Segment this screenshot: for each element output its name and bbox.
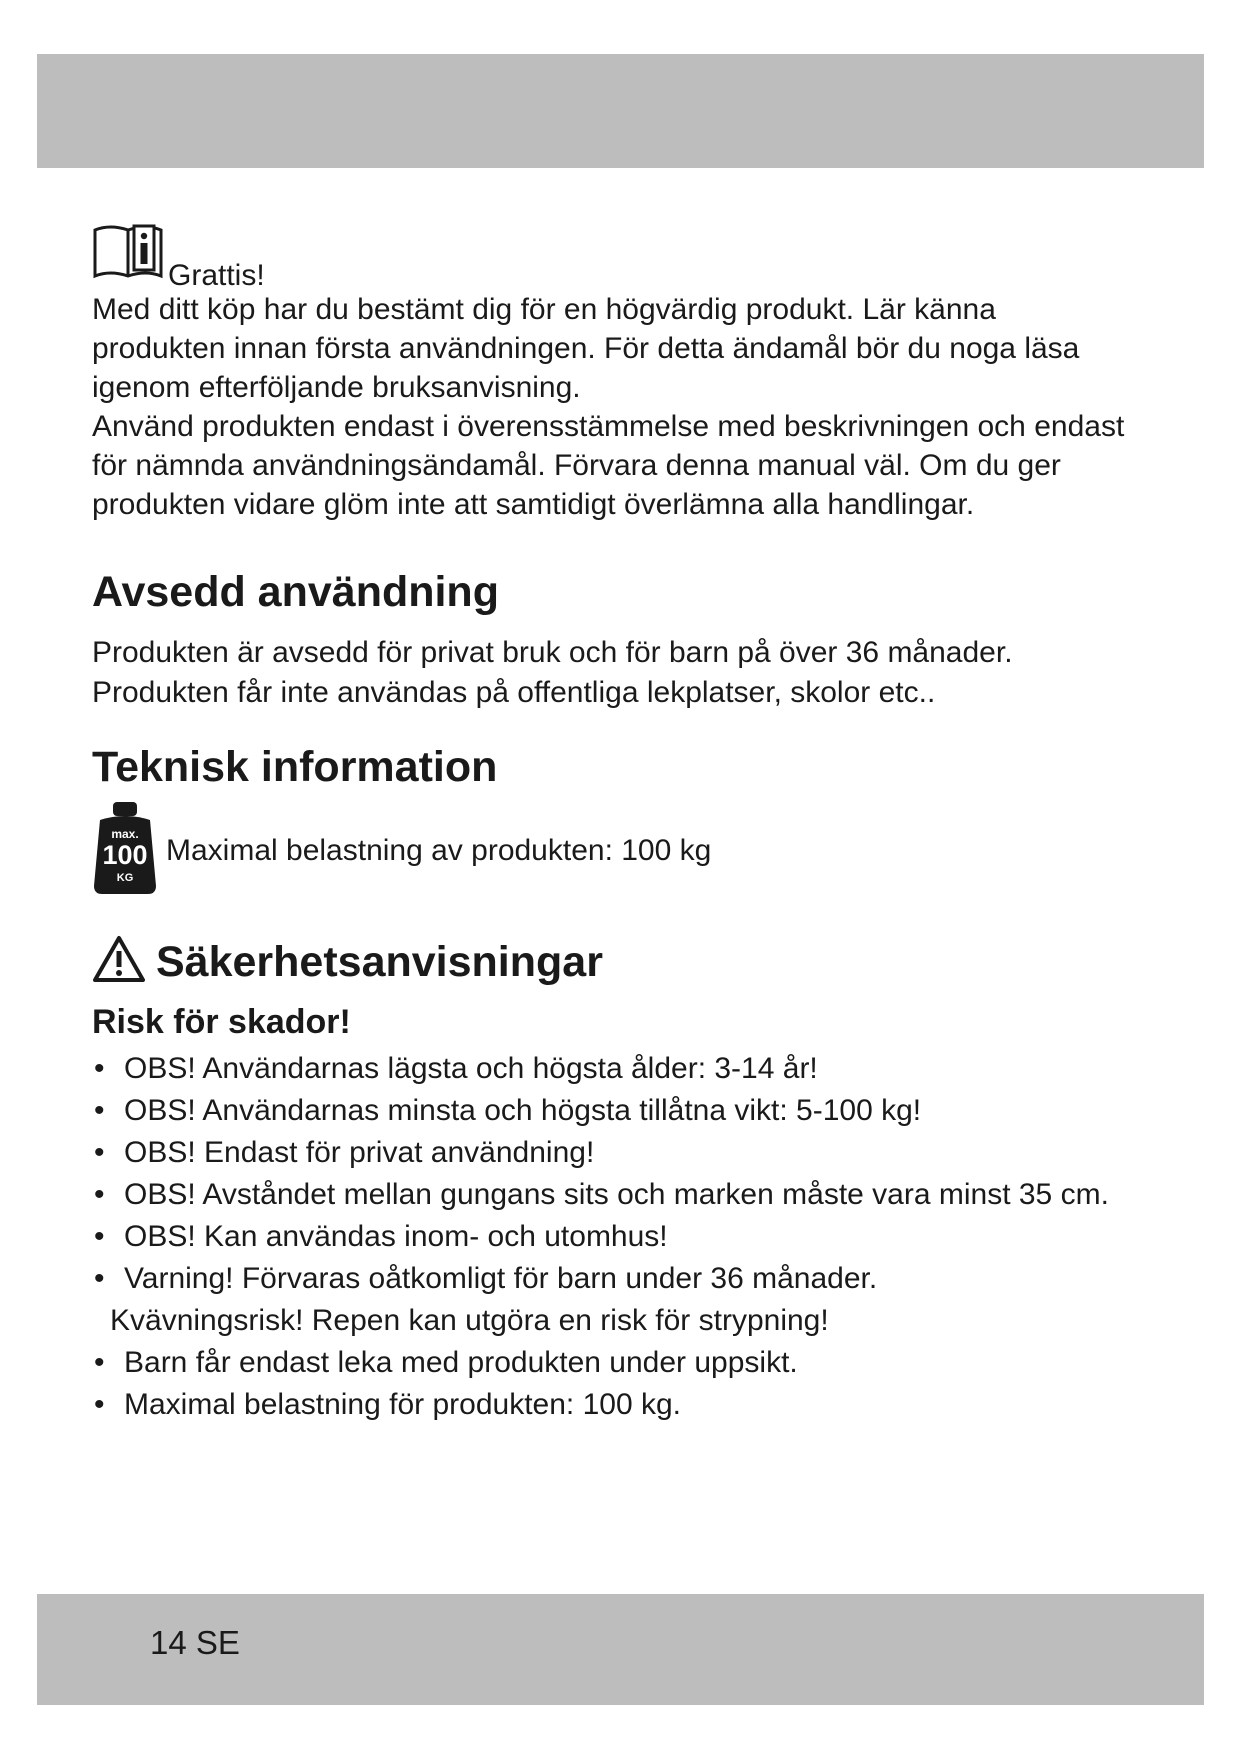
weight-icon-value: 100 — [102, 840, 148, 870]
avsedd-text — [92, 633, 1152, 713]
section-title-teknisk: Teknisk information — [92, 743, 498, 791]
list-item: • OBS! Kan användas inom- och utomhus! — [92, 1216, 1172, 1258]
intro-line: produkten innan första användningen. För detta ändamål bör du noga läsa — [92, 332, 1080, 365]
weight-icon-unit: KG — [116, 872, 134, 884]
safety-list — [92, 1048, 1172, 1426]
page-number: 14 SE — [150, 1624, 240, 1661]
avsedd-line: Produkten får inte användas på offentliga lekplatser, skolor etc.. — [92, 676, 936, 709]
avsedd-line: Produkten är avsedd för privat bruk och för barn på över 36 månader. — [92, 636, 1013, 669]
weight-icon — [92, 800, 158, 901]
list-item: • Varning! Förvaras oåtkomligt för barn under 36 månader. — [92, 1258, 1172, 1300]
intro-heading: Grattis! — [168, 259, 265, 292]
list-item: • Maximal belastning för produkten: 100 kg. — [92, 1384, 1172, 1426]
max-load-text: Maximal belastning av produkten: 100 kg — [166, 834, 712, 867]
list-item: • OBS! Användarnas lägsta och högsta ålder: 3-14 år! — [92, 1048, 1172, 1090]
list-item: • Barn får endast leka med produkten under uppsikt. — [92, 1342, 1172, 1384]
header-band — [37, 54, 1204, 168]
section-title-safety: Säkerhetsanvisningar — [156, 937, 603, 986]
intro-line: produkten vidare glöm inte att samtidigt överlämna alla handlingar. — [92, 488, 975, 521]
safety-heading-row — [92, 935, 603, 988]
intro-line: igenom efterföljande bruksanvisning. — [92, 371, 581, 404]
list-item: • OBS! Endast för privat användning! — [92, 1132, 1172, 1174]
intro-line: Med ditt köp har du bestämt dig för en högvärdig produkt. Lär känna — [92, 293, 996, 326]
list-item: • OBS! Avståndet mellan gungans sits och marken måste vara minst 35 cm. — [92, 1174, 1172, 1216]
list-item: • OBS! Användarnas minsta och högsta tillåtna vikt: 5-100 kg! — [92, 1090, 1172, 1132]
warning-icon — [92, 935, 146, 988]
intro-text — [92, 288, 1152, 526]
weight-icon-top: max. — [111, 827, 139, 841]
risk-subtitle: Risk för skador! — [92, 1003, 351, 1041]
book-info-icon — [92, 222, 164, 287]
intro-line: Använd produkten endast i överensstämmelse med beskrivningen och endast — [92, 410, 1125, 443]
section-title-avsedd: Avsedd användning — [92, 568, 499, 616]
intro-line: för nämnda användningsändamål. Förvara denna manual väl. Om du ger — [92, 449, 1061, 482]
list-item-continuation: Kvävningsrisk! Repen kan utgöra en risk för strypning! — [110, 1304, 829, 1337]
intro-heading-row — [92, 222, 265, 292]
max-load-row — [92, 800, 711, 901]
